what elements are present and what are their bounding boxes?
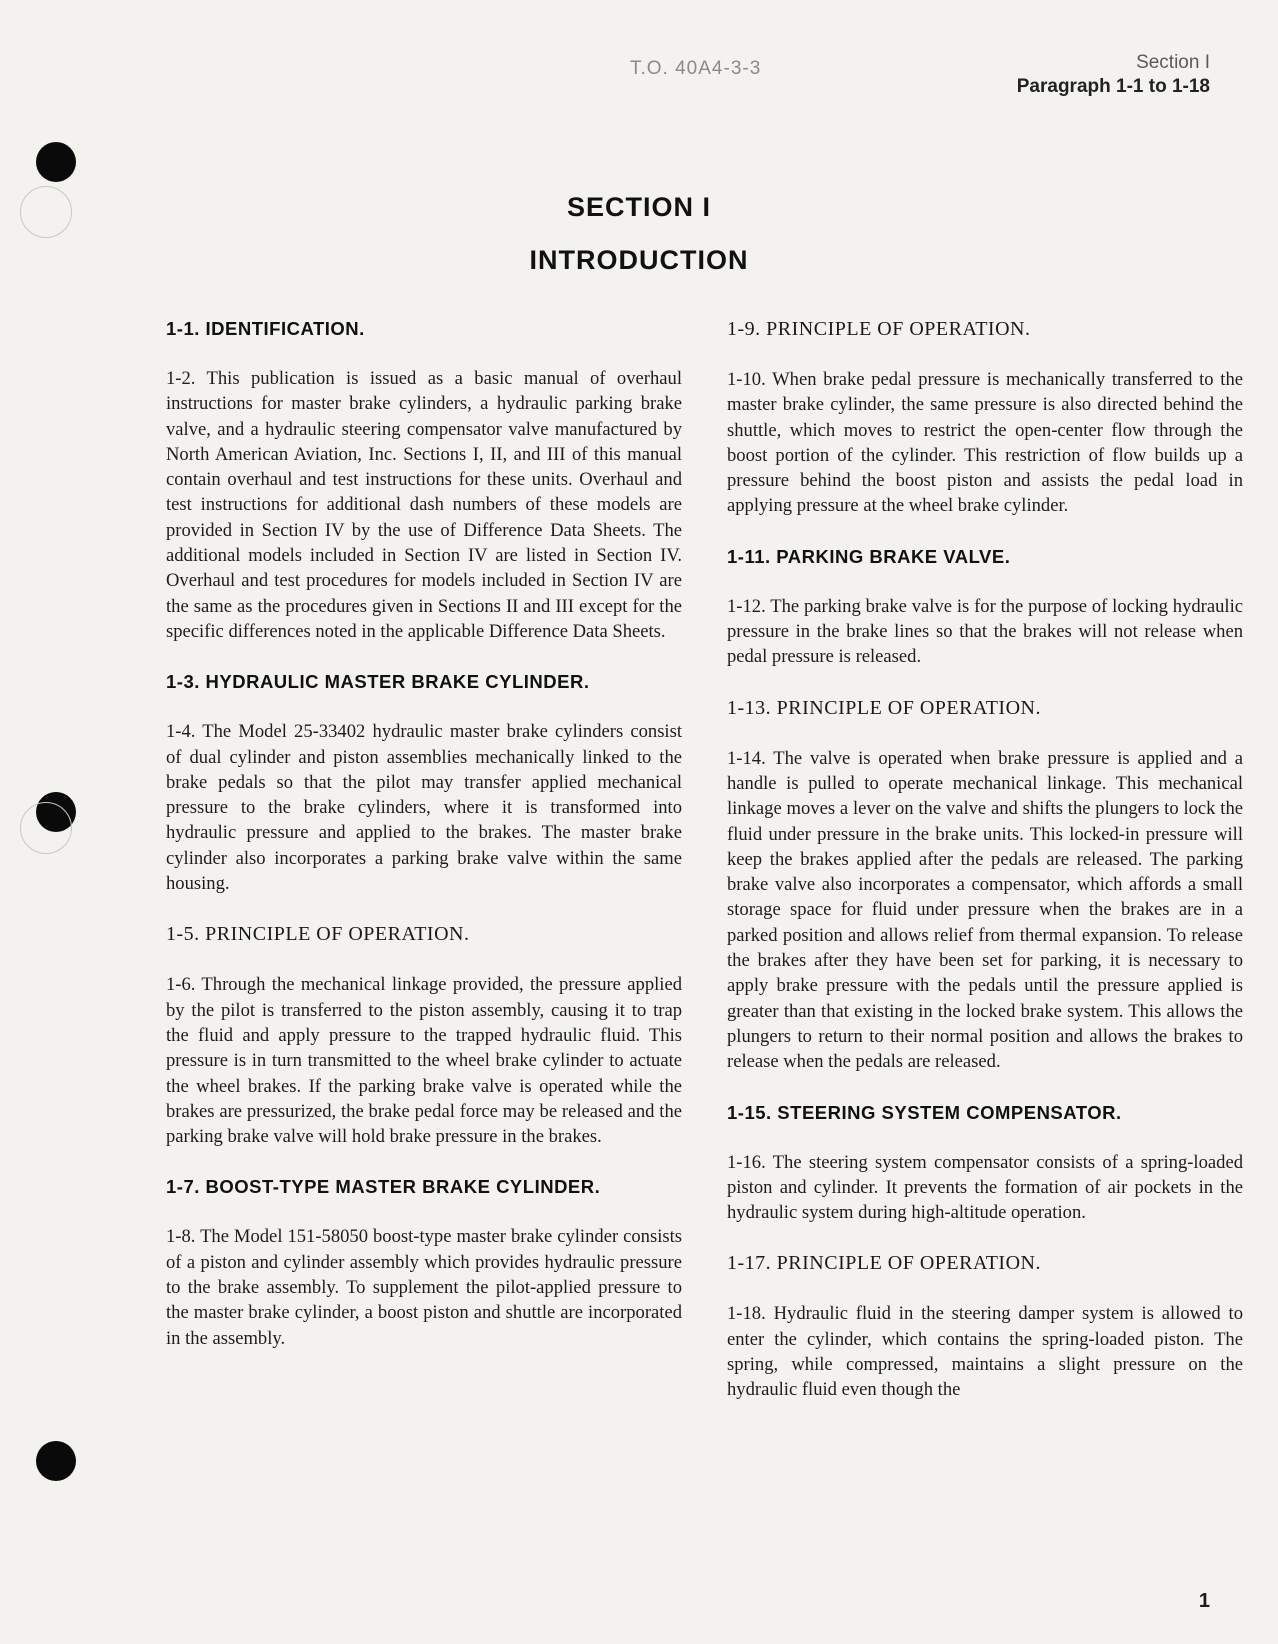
doc-number: T.O. 40A4-3-3 xyxy=(630,58,762,79)
left-heading: 1-7. BOOST-TYPE MASTER BRAKE CYLINDER. xyxy=(166,1176,601,1198)
section-name: INTRODUCTION xyxy=(529,245,749,275)
left-heading: 1-5. PRINCIPLE OF OPERATION. xyxy=(166,923,470,946)
right-paragraph: 1-14. The valve is operated when brake pressure is applied and a handle is pulled to operate mechanical linkage. This mechanical linkage moves a lever on the valve and shifts the plungers to lock the fluid under pressure in the brake units. This locked-in pressure will keep the brakes applied after the pedals are released. The parking brake valve also incorporates a compensator, which affords a small storage space for fluid under pressure when the brakes are in a parked position and allows relief from thermal expansion. To release the brakes after they have been set for parking, it is necessary to apply brake pressure with the pedals until the pressure applied is greater than that existing in the locked brake system. This allows the plungers to return to their normal position and allows the brakes to release when the pedals are released. xyxy=(727,747,1243,1073)
punch-hole-top xyxy=(36,142,76,182)
left-column xyxy=(166,318,682,1378)
left-heading: 1-1. IDENTIFICATION. xyxy=(166,318,365,339)
right-column xyxy=(727,318,1243,1430)
right-paragraph: 1-18. Hydraulic fluid in the steering damper system is allowed to enter the cylinder, which contains the spring-loaded piston. The spring, while compressed, maintains a slight pressure on the hydraulic fluid even though the xyxy=(727,1303,1243,1401)
paragraph-range: Paragraph 1-1 to 1-18 xyxy=(1016,76,1210,97)
right-heading: 1-11. PARKING BRAKE VALVE. xyxy=(727,545,1011,567)
left-paragraph: 1-6. Through the mechanical linkage provided, the pressure applied by the pilot is transferred to the piston assembly, causing it to trap the fluid and apply pressure to the trapped hydraulic fluid. This pressure is in turn transmitted to the wheel brake cylinder to actuate the wheel brakes. If the parking brake valve is operated while the brakes are pressurized, the brake pedal force may be released and the parking brake valve will hold brake pressure in the brakes. xyxy=(166,974,682,1148)
left-paragraph: 1-8. The Model 151-58050 boost-type master brake cylinder consists of a piston and cylinder assembly which provides hydraulic pressure to the brake assembly. To supplement the pilot-applied pressure to the master brake cylinder, a boost piston and shuttle are incorporated in the assembly. xyxy=(166,1226,682,1349)
left-paragraph: 1-4. The Model 25-33402 hydraulic master brake cylinders consist of dual cylinder and piston assemblies mechanically linked to the brake pedals so that the pilot may transfer applied mechanical pressure to the brake cylinders, where it is transformed into hydraulic pressure and applied to the brakes. The master brake cylinder also incorporates a parking brake valve within the same housing. xyxy=(166,721,682,895)
right-heading: 1-15. STEERING SYSTEM COMPENSATOR. xyxy=(727,1101,1122,1123)
punch-hole-ghost-middle xyxy=(20,802,72,854)
page-number: 1 xyxy=(1198,1590,1210,1612)
right-heading: 1-9. PRINCIPLE OF OPERATION. xyxy=(727,318,1031,340)
left-heading: 1-3. HYDRAULIC MASTER BRAKE CYLINDER. xyxy=(166,671,590,693)
right-paragraph: 1-12. The parking brake valve is for the purpose of locking hydraulic pressure in the brake lines so that the brakes will not release when pedal pressure is released. xyxy=(727,595,1243,668)
punch-hole-bottom xyxy=(36,1441,76,1481)
section-title: SECTION I xyxy=(566,192,711,222)
section-label: Section I xyxy=(1136,52,1210,73)
header-right xyxy=(1017,52,1210,98)
left-paragraph: 1-2. This publication is issued as a basic manual of overhaul instructions for master brake cylinders, a hydraulic parking brake valve, and a hydraulic steering compensator valve manufactured by North American Aviation, Inc. Sections I, II, and III of this manual contain overhaul and test instructions for these units. Overhaul and test instructions for additional dash numbers of these models are provided in Section IV by the use of Difference Data Sheets. The additional models included in Section IV are listed in Section IV. Overhaul and test procedures for models included in Section IV are the same as the procedures given in Sections II and III except for the specific differences noted in the applicable Difference Data Sheets. xyxy=(166,368,682,642)
right-heading: 1-17. PRINCIPLE OF OPERATION. xyxy=(727,1252,1041,1275)
right-paragraph: 1-10. When brake pedal pressure is mechanically transferred to the master brake cylinder, the same pressure is also directed behind the shuttle, which moves to restrict the open-center flow through the boost portion of the cylinder. This restriction of flow builds up a pressure behind the boost piston and assists the pedal load in applying pressure at the wheel brake cylinder. xyxy=(727,369,1243,517)
right-heading: 1-13. PRINCIPLE OF OPERATION. xyxy=(727,696,1041,719)
right-paragraph: 1-16. The steering system compensator consists of a spring-loaded piston and cylinder. It prevents the formation of air pockets in the hydraulic system during high-altitude operation. xyxy=(727,1151,1243,1224)
